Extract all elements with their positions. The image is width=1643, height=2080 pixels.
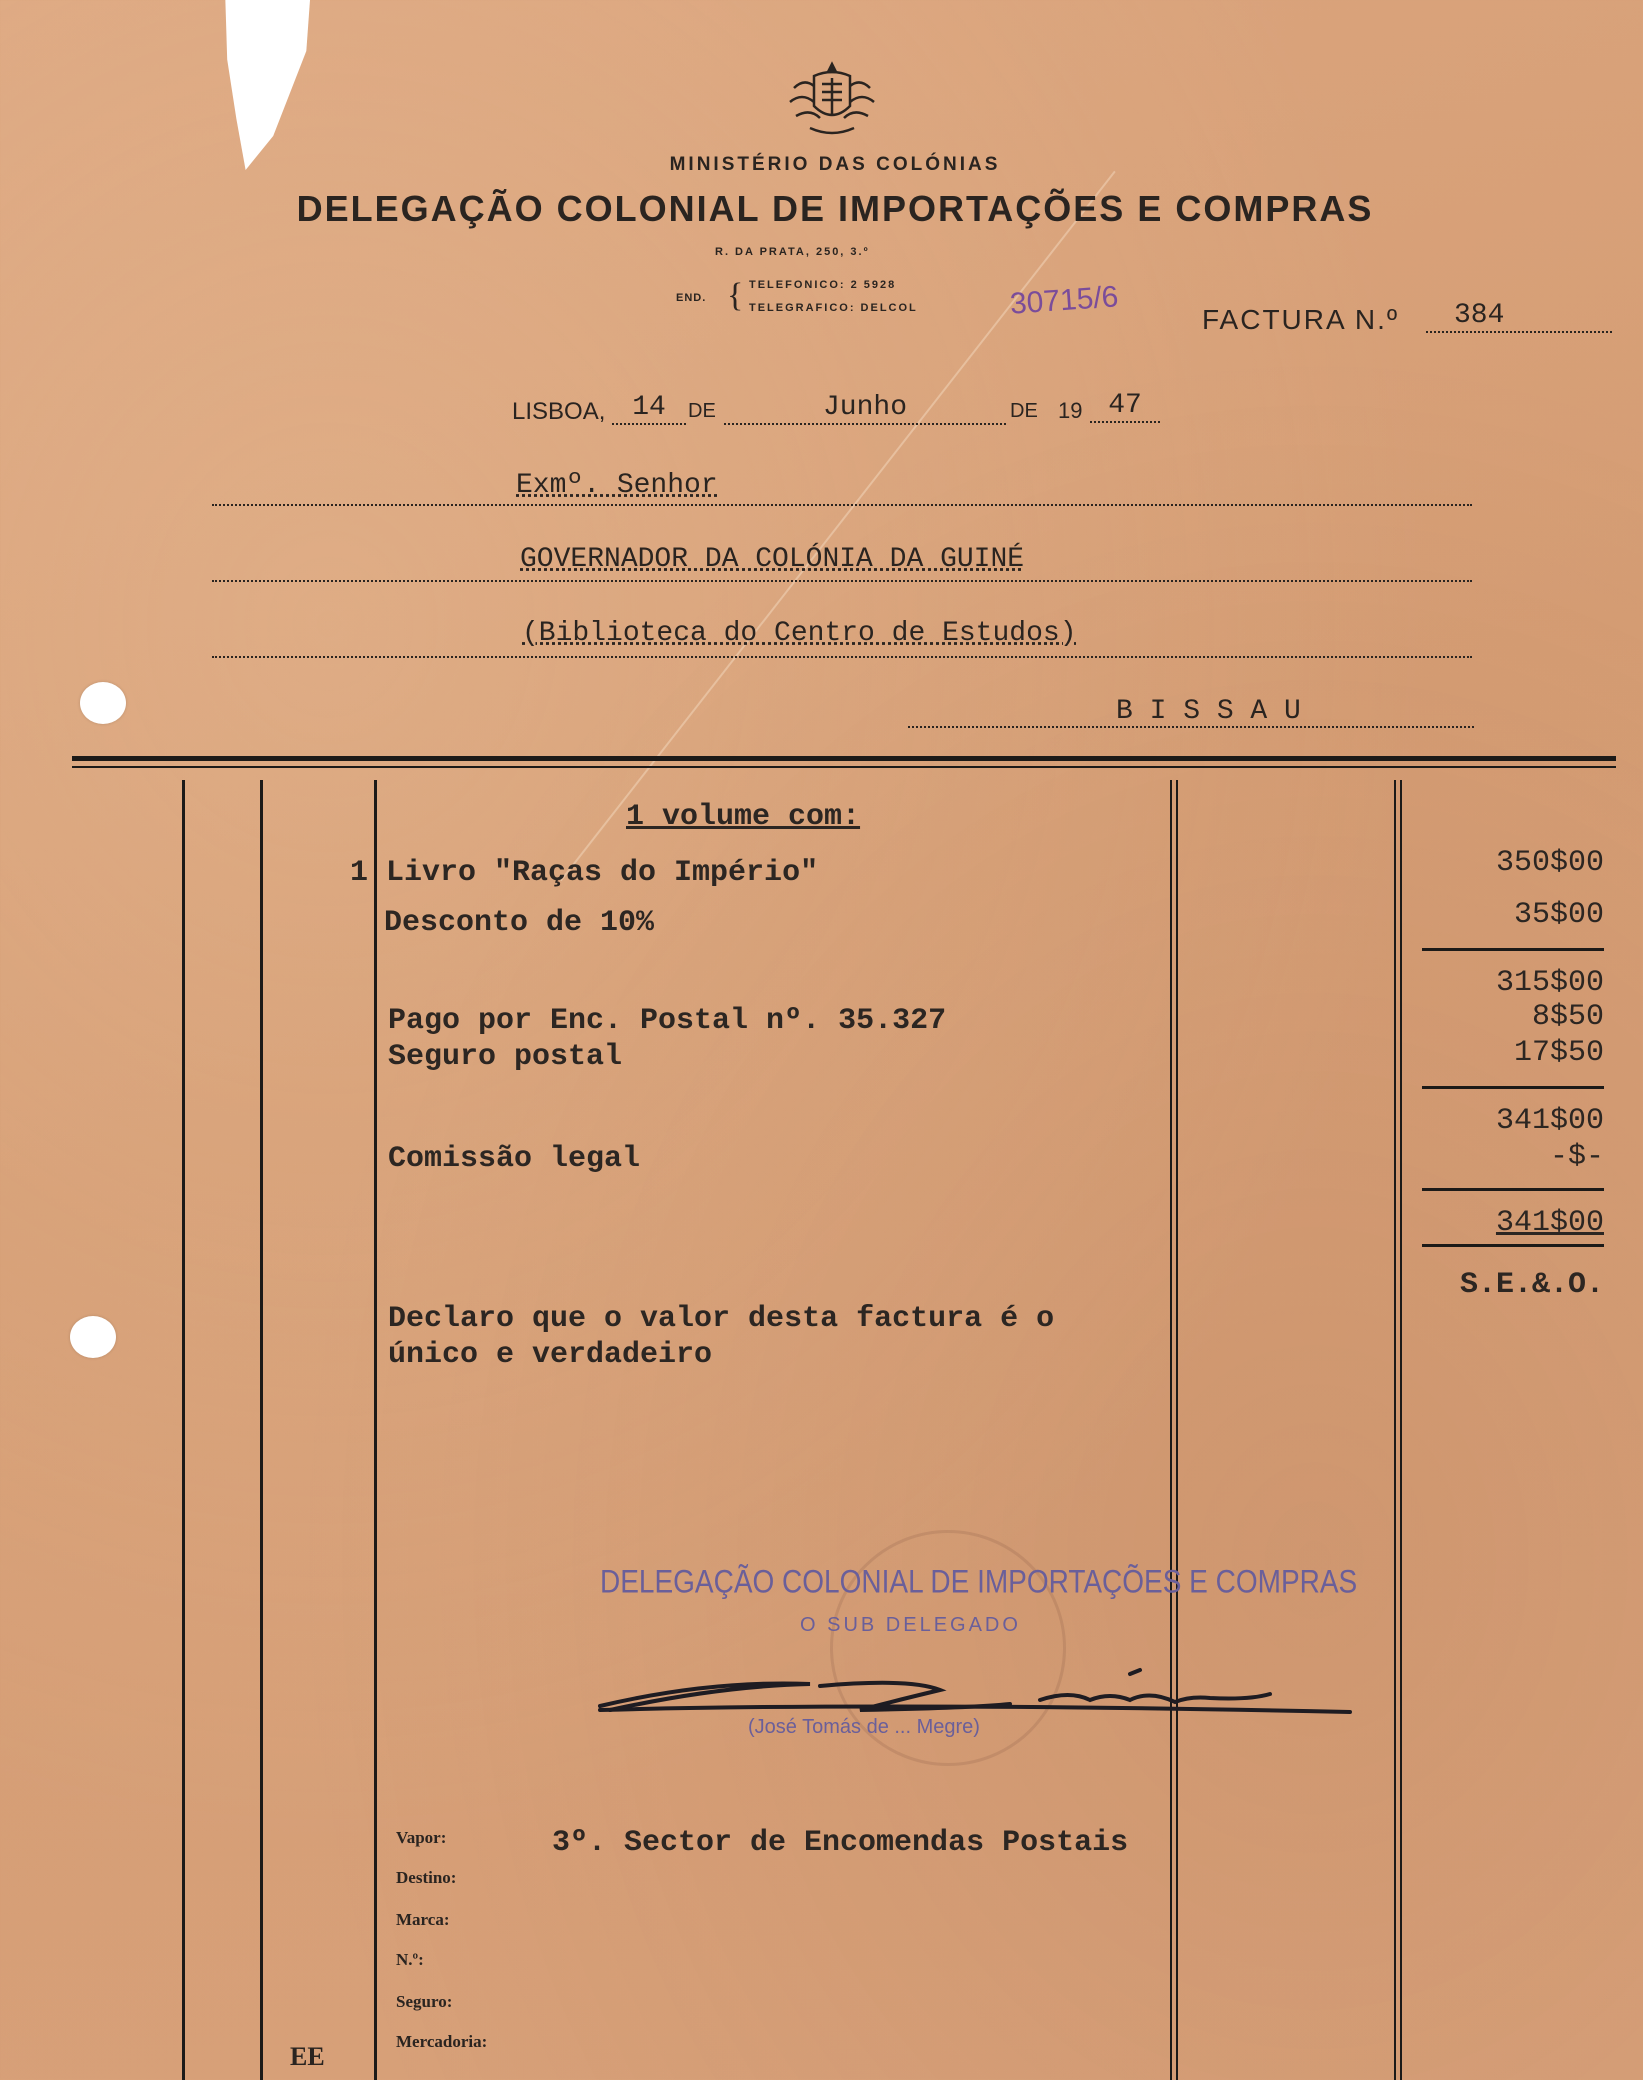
handwritten-reference: 30715/6 <box>1008 280 1120 321</box>
column-rule <box>1400 780 1402 2080</box>
amount-item: 350$00 <box>1495 846 1604 880</box>
date-day: 14 <box>612 392 686 425</box>
year-suffix: 47 <box>1090 390 1160 423</box>
telephone-line: TELEFONICO: 2 5928 <box>749 279 897 291</box>
stamp-name: (José Tomás de ... Megre) <box>748 1716 980 1738</box>
seguro-label: Seguro: <box>396 1992 453 2011</box>
coat-of-arms-icon <box>784 58 880 138</box>
stamp-subdelegate: O SUB DELEGADO <box>800 1614 1021 1636</box>
invoice-number: 384 <box>1426 300 1612 333</box>
paper-tear <box>218 0 310 170</box>
stamp-delegation: DELEGAÇÃO COLONIAL DE IMPORTAÇÕES E COMPRAS <box>600 1563 1358 1600</box>
table-top-rule-thin <box>72 766 1616 768</box>
city-label: LISBOA, <box>512 398 606 425</box>
date-de-label-2: DE <box>1010 400 1038 422</box>
recipient-department: (Biblioteca do Centro de Estudos) <box>522 618 1077 649</box>
destino-label: Destino: <box>396 1868 457 1887</box>
date-month: Junho <box>724 392 1006 425</box>
paper-crease <box>560 171 1116 881</box>
street-address: R. DA PRATA, 250, 3.º <box>715 246 870 258</box>
address-line-rule <box>212 502 1472 506</box>
column-rule <box>260 780 263 2080</box>
year-prefix: 19 <box>1058 398 1083 423</box>
address-end-label: END. <box>676 292 707 304</box>
amount-subtotal-2: 341$00 <box>1495 1104 1604 1138</box>
telegraph-line: TELEGRAFICO: DELCOL <box>749 302 918 314</box>
column-rule <box>1176 780 1178 2080</box>
ministry-title: MINISTÉRIO DAS COLÓNIAS <box>669 154 1001 175</box>
declaration-line-1: Declaro que o valor desta factura é o <box>388 1302 1055 1336</box>
postal-insurance-line: Seguro postal <box>388 1040 623 1074</box>
column-rule <box>374 780 377 2080</box>
column-rule <box>1170 780 1172 2080</box>
amount-postal: 8$50 <box>1531 1000 1604 1034</box>
postal-payment-line: Pago por Enc. Postal nº. 35.327 <box>388 1004 947 1038</box>
subtotal-rule <box>1422 948 1604 951</box>
sector-line: 3º. Sector de Encomendas Postais <box>552 1826 1129 1860</box>
amount-insurance: 17$50 <box>1513 1036 1604 1070</box>
recipient-city: B I S S A U <box>1116 696 1301 727</box>
amount-subtotal: 315$00 <box>1495 966 1604 1000</box>
discount-line: Desconto de 10% <box>384 906 655 940</box>
address-brace: { <box>727 277 744 314</box>
commission-line: Comissão legal <box>388 1142 641 1176</box>
punch-hole-top <box>80 682 126 724</box>
total-rule <box>1422 1188 1604 1191</box>
marca-label: Marca: <box>396 1910 450 1929</box>
delegation-title: DELEGAÇÃO COLONIAL DE IMPORTAÇÕES E COMPRAS <box>296 188 1374 229</box>
table-top-rule <box>72 756 1616 761</box>
total-double-rule <box>1422 1244 1604 1247</box>
invoice-label: FACTURA N.º <box>1202 304 1400 335</box>
errors-omissions-note: S.E.&.O. <box>1459 1268 1604 1302</box>
item-quantity: 1 <box>350 856 369 890</box>
address-line-rule <box>212 578 1472 582</box>
subtotal-rule <box>1422 1086 1604 1089</box>
initials: EE <box>290 2042 325 2071</box>
amount-commission: -$- <box>1549 1140 1604 1174</box>
recipient-title: GOVERNADOR DA COLÓNIA DA GUINÉ <box>520 544 1025 575</box>
date-de-label: DE <box>688 400 716 422</box>
salutation: Exmº. Senhor <box>516 470 718 501</box>
item-description: Livro "Raças do Império" <box>386 856 819 890</box>
amount-discount: 35$00 <box>1513 898 1604 932</box>
numero-label: N.º: <box>396 1950 424 1969</box>
vapor-label: Vapor: <box>396 1828 447 1847</box>
volume-heading: 1 volume com: <box>626 800 861 834</box>
mercadoria-label: Mercadoria: <box>396 2032 488 2051</box>
declaration-line-2: único e verdadeiro <box>388 1338 713 1372</box>
address-line-rule <box>212 654 1472 658</box>
column-rule <box>182 780 185 2080</box>
punch-hole-bottom <box>70 1316 116 1358</box>
column-rule <box>1394 780 1396 2080</box>
amount-total: 341$00 <box>1495 1206 1604 1240</box>
